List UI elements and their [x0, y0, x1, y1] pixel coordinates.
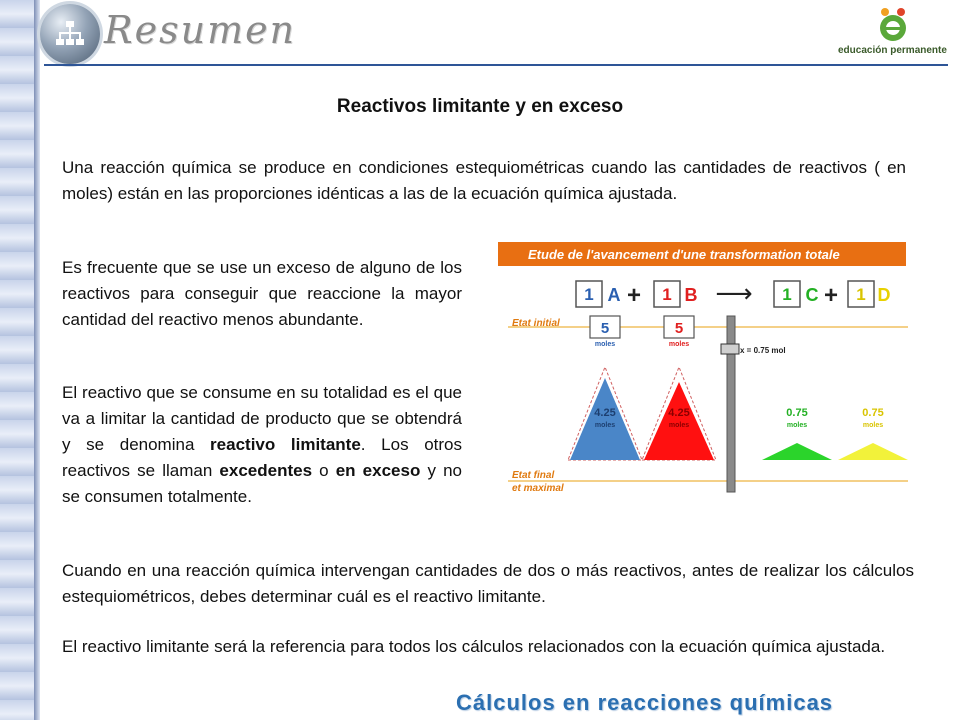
reaction-progress-figure: [478, 230, 918, 500]
paragraph-stoichiometric: Una reacción química se produce en condiciones estequiométricas cuando las cantidades de reactivos ( en moles) están en las proporciones idénticas a las de la ecuación química ajustada.: [62, 158, 906, 203]
term-in-excess: en exceso: [335, 461, 421, 480]
progress-slider-track: [727, 316, 735, 492]
initial-amount-b: 5: [674, 320, 684, 337]
sitemap-icon: [40, 4, 100, 64]
final-amount-c: 0.75: [786, 407, 808, 419]
progress-x-value: x = 0.75 mol: [740, 346, 786, 355]
final-amount-a: 4.25: [594, 407, 616, 419]
initial-moles-a: moles: [594, 341, 616, 348]
page-title: Reactivos limitante y en exceso: [336, 96, 624, 117]
coef-b: 1: [662, 285, 672, 304]
plus-sign-1: +: [626, 282, 642, 309]
brand-logo-icon: [876, 6, 910, 44]
brand-text: educación permanente: [838, 45, 947, 56]
label-initial-state: Etat initial: [512, 318, 560, 329]
label-final-state-2: et maximal: [512, 483, 564, 494]
coef-c: 1: [782, 285, 792, 304]
paragraph-excess-use: Es frecuente que se use un exceso de alguno de los reactivos para conseguir que reaccione la mayor cantidad del reactivo menos abundante.: [62, 258, 462, 329]
term-limiting-reagent: reactivo limitante: [210, 435, 361, 454]
initial-moles-b: moles: [668, 341, 690, 348]
progress-slider-thumb: [721, 344, 739, 354]
plus-sign-2: +: [823, 282, 839, 309]
paragraph-reference: El reactivo limitante será la referencia para todos los cálculos relacionados con la ecuación química ajustada.: [62, 637, 886, 656]
species-c: C: [805, 285, 819, 305]
final-amount-b: 4.25: [668, 407, 690, 419]
final-moles-c: moles: [786, 422, 808, 429]
species-d: D: [877, 285, 891, 305]
paragraph-limiting-definition: El reactivo que se consume en su totalidad es el que va a limitar la cantidad de producto que se obtendrá y se denomina reactivo limitante. Los otros reactivos se llaman excedentes o en exceso y no se consumen totalmente.: [62, 383, 463, 506]
species-b: B: [684, 285, 698, 305]
species-a: A: [607, 285, 621, 305]
paragraph-determine-limiting: Cuando en una reacción química intervengan cantidades de dos o más reactivos, antes de realizar los cálculos estequiométricos, debes determinar cuál es el reactivo limitante.: [62, 561, 914, 606]
final-moles-d: moles: [862, 422, 884, 429]
coef-d: 1: [856, 285, 866, 304]
figure-banner-text: Etude de l'avancement d'une transformation totale: [528, 247, 840, 262]
header-divider: [44, 64, 948, 66]
initial-amount-a: 5: [600, 320, 610, 337]
reaction-arrow: ⟶: [715, 279, 753, 309]
header-title: Resumen: [104, 8, 297, 52]
footer-topic: Cálculos en reacciones químicas: [456, 690, 834, 715]
final-amount-d: 0.75: [862, 407, 884, 419]
label-final-state-1: Etat final: [512, 470, 555, 481]
final-moles-a: moles: [594, 422, 616, 429]
coef-a: 1: [584, 285, 594, 304]
final-moles-b: moles: [668, 422, 690, 429]
term-excess-reagents: excedentes: [219, 461, 313, 480]
